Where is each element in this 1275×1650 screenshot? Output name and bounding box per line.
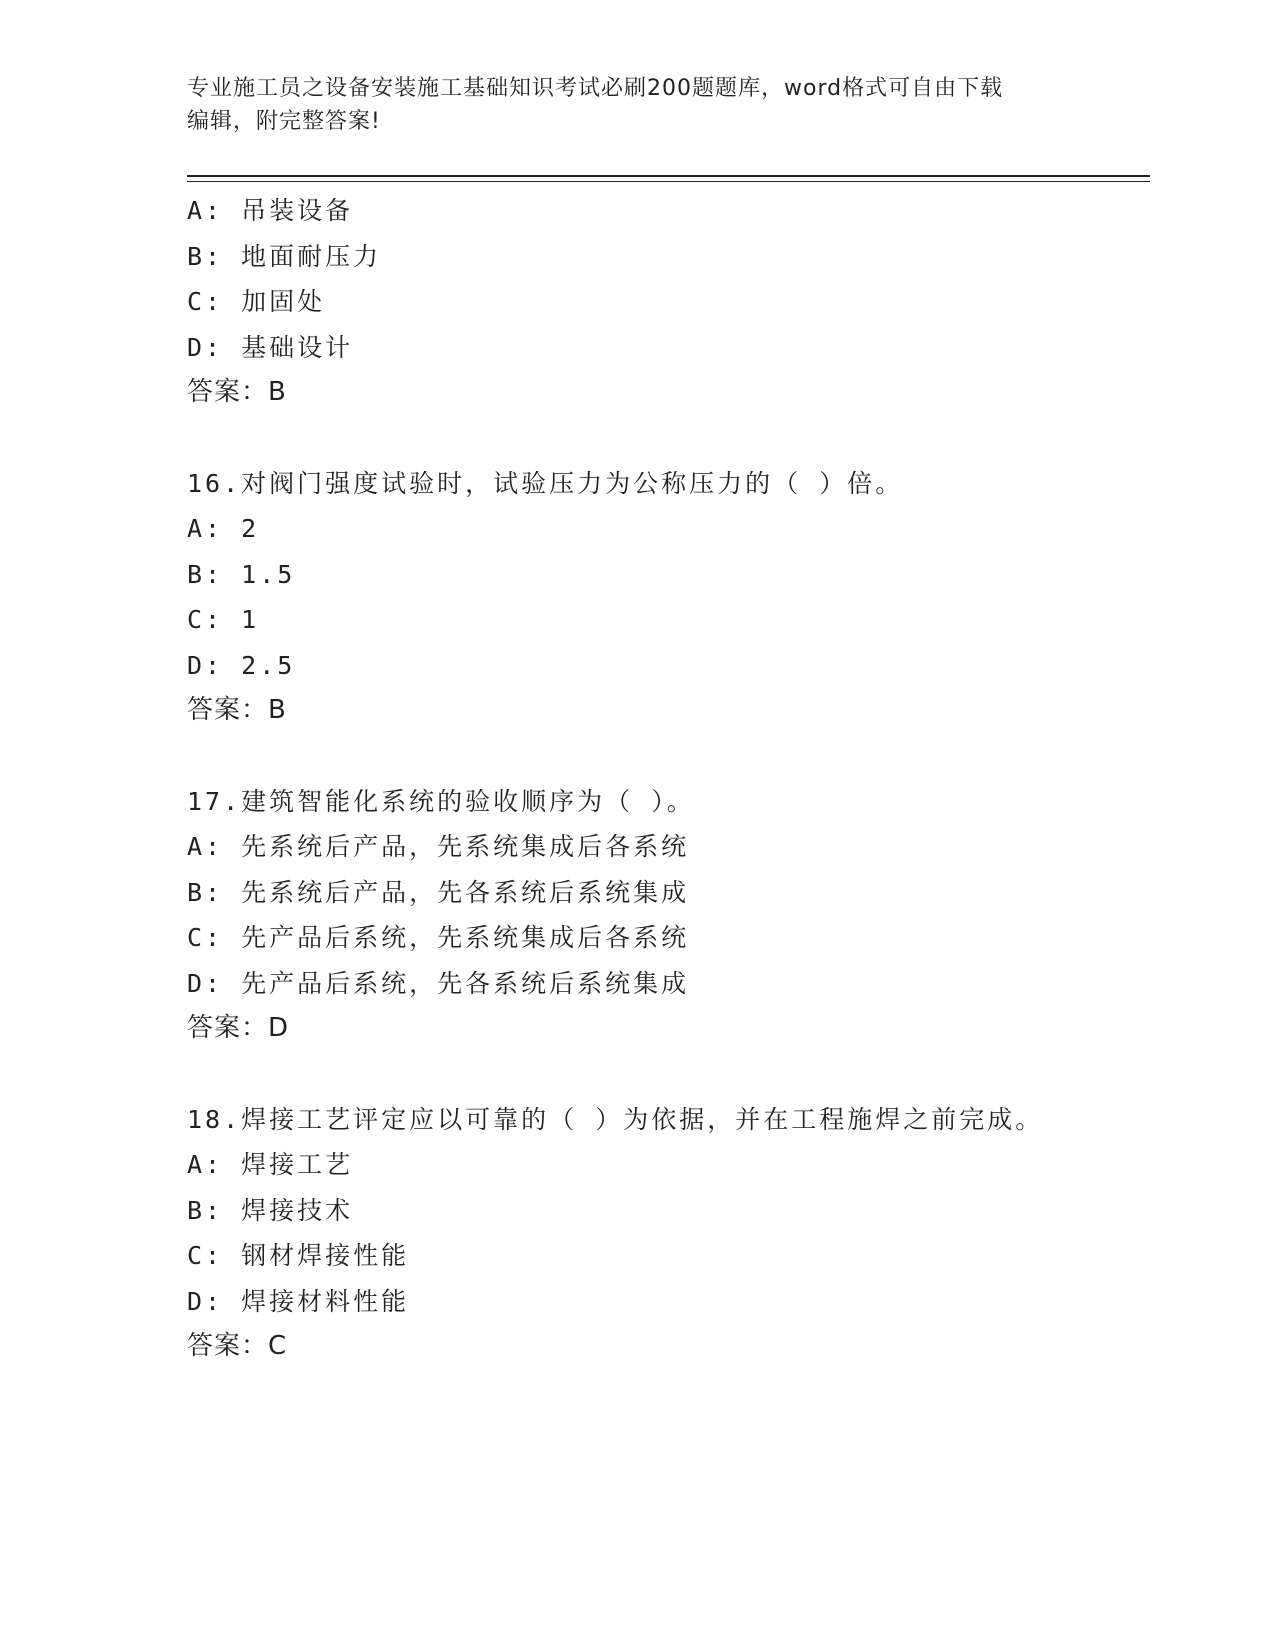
question-15-answer: 答案：B (187, 377, 287, 407)
question-16-option-b: B: 1.5 (187, 559, 296, 589)
question-17-option-a: A: 先系统后产品，先系统集成后各系统 (187, 832, 690, 861)
question-17-block (187, 779, 1147, 1052)
header-title-line-1: 专业施工员之设备安装施工基础知识考试必刷200题题库，word格式可自由下载 (187, 76, 1004, 101)
question-16-answer: 答案：B (187, 695, 287, 725)
question-17-answer: 答案：D (187, 1013, 290, 1043)
question-16-option-a: A: 2 (187, 514, 260, 543)
question-18-text: 18.焊接工艺评定应以可靠的（ ）为依据，并在工程施焊之前完成。 (187, 1104, 1044, 1134)
question-15-option-d: D: 基础设计 (187, 332, 354, 362)
question-16-option-c: C: 1 (187, 605, 260, 634)
question-18-option-c: C: 钢材焊接性能 (187, 1241, 410, 1270)
header-title-line-2: 编辑，附完整答案! (187, 109, 381, 134)
question-17-text: 17.建筑智能化系统的验收顺序为（ ）。 (187, 786, 695, 816)
question-16-text: 16.对阀门强度试验时，试验压力为公称压力的（ ）倍。 (187, 468, 904, 498)
question-15-block (187, 188, 1147, 416)
document-header (187, 72, 1087, 138)
spacer (187, 416, 1147, 461)
question-17-option-c: C: 先产品后系统，先系统集成后各系统 (187, 923, 690, 952)
question-17-option-d: D: 先产品后系统，先各系统后系统集成 (187, 968, 690, 998)
header-rule-thick (187, 175, 1150, 177)
question-18-option-a: A: 焊接工艺 (187, 1150, 354, 1179)
header-rule-thin (187, 181, 1150, 182)
question-17-option-b: B: 先系统后产品，先各系统后系统集成 (187, 877, 690, 907)
question-18-option-d: D: 焊接材料性能 (187, 1286, 410, 1316)
question-18-block (187, 1097, 1147, 1370)
question-18-option-b: B: 焊接技术 (187, 1195, 354, 1225)
question-18-answer: 答案：C (187, 1331, 288, 1361)
question-list (187, 188, 1147, 1370)
question-16-block (187, 461, 1147, 734)
question-16-option-d: D: 2.5 (187, 650, 296, 680)
spacer (187, 734, 1147, 779)
question-15-option-b: B: 地面耐压力 (187, 241, 382, 271)
spacer (187, 1052, 1147, 1097)
question-15-option-a: A: 吊装设备 (187, 196, 354, 225)
question-15-option-c: C: 加固处 (187, 287, 326, 316)
